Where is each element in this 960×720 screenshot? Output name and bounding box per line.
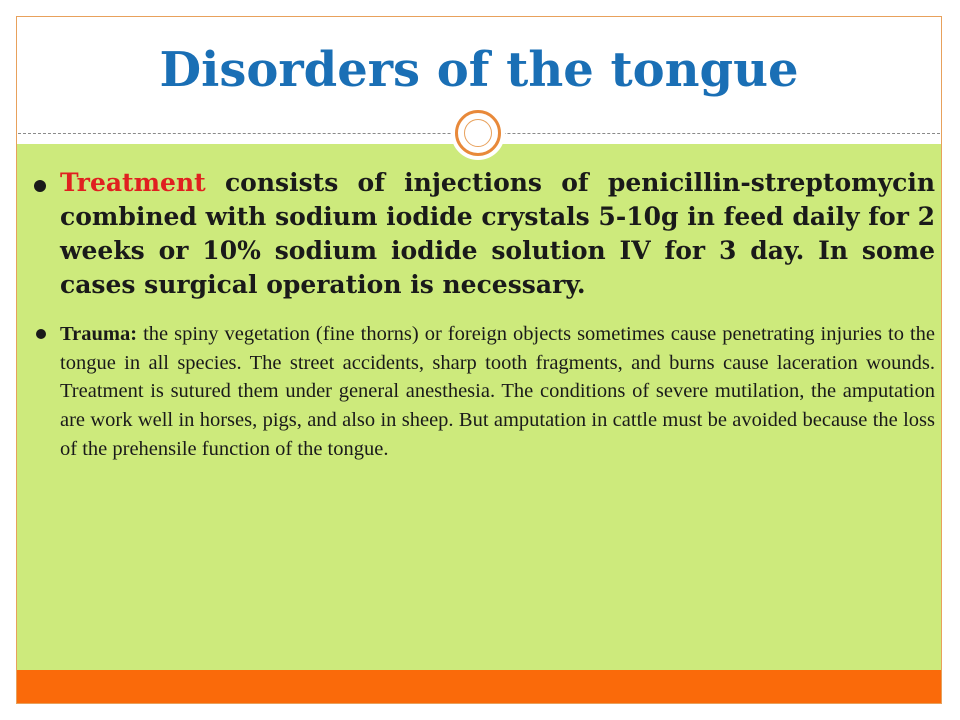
bullet-list	[30, 166, 935, 463]
bullet-text-treatment: consists of injections of penicillin-streptomycin combined with sodium iodide crystals 5-10g in feed daily for 2 weeks or 10% sodium iodide solution IV for 3 day. In some cases surgical operation is necessary.	[60, 168, 935, 299]
ring-ornament-inner-icon	[464, 119, 492, 147]
bullet-lead-trauma: Trauma:	[60, 323, 138, 345]
bullet-dot-icon	[36, 329, 46, 339]
bullet-lead-treatment: Treatment	[60, 168, 206, 197]
bullet-treatment	[30, 166, 935, 302]
slide-title: Disorders of the tongue	[159, 42, 799, 98]
bullet-dot-icon	[34, 180, 46, 192]
footer-band	[17, 670, 941, 703]
bullet-trauma	[30, 320, 935, 463]
bullet-text-trauma: the spiny vegetation (fine thorns) or foreign objects sometimes cause penetrating injuries to the tongue in all species. The street accidents, sharp tooth fragments, and burns cause laceration wounds. Treatment is sutured them under general anesthesia. The conditions of severe mutilation, the amputation are work well in horses, pigs, and also in sheep. But amputation in cattle must be avoided because the loss of the prehensile function of the tongue.	[60, 323, 935, 460]
